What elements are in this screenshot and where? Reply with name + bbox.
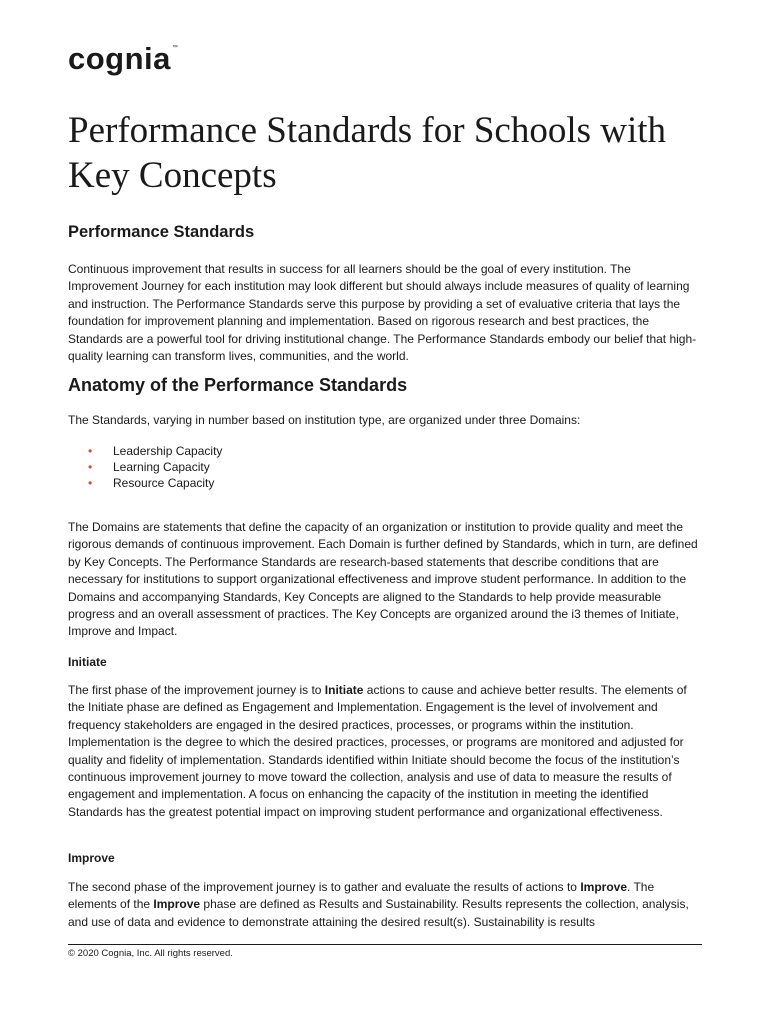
anatomy-intro-paragraph: The Standards, varying in number based on institution type, are organized under three Domains:	[68, 413, 581, 427]
improve-paragraph	[68, 879, 702, 931]
performance-standards-paragraph: Continuous improvement that results in success for all learners should be the goal of every institution. The Improvement Journey for each institution may look different but should always include measures of quality of learning and instruction. The Performance Standards serve this purpose by providing a set of evaluative criteria that lays the foundation for improvement planning and implementation. Based on rigorous research and best practices, the Standards are a powerful tool for driving institutional change. The Performance Standards embody our belief that high-quality learning can transform lives, communities, and the world.	[68, 262, 697, 364]
improve-bold-term: Improve	[580, 880, 627, 894]
domains-paragraph: The Domains are statements that define the capacity of an organization or institution to provide quality and meet the rigorous demands of continuous improvement. Each Domain is further defined by Standards, which in turn, are defined by Key Concepts. The Performance Standards are research-based statements that describe conditions that are necessary for institutions to support organizational effectiveness and improve student performance. In addition to the Domains and accompanying Standards, Key Concepts are aligned to the Standards to help provide measurable progress and an overall assessment of practices. The Key Concepts are organized around the i3 themes of Initiate, Improve and Impact.	[68, 520, 698, 639]
improve-text-rest: phase are defined as Results and Sustainability. Results represents the collection, analysis, and use of data and evidence to demonstrate attaining the desired result(s). Sustainability is results	[68, 897, 689, 929]
cognia-logo	[68, 43, 178, 74]
footer-divider	[68, 944, 702, 945]
domain-label: Resource Capacity	[113, 476, 215, 490]
bullet-icon: •	[88, 460, 93, 474]
section-heading-performance-standards: Performance Standards	[68, 223, 255, 241]
domains-list	[88, 443, 222, 491]
subheading-improve: Improve	[68, 851, 115, 865]
list-item	[88, 459, 222, 475]
initiate-text-rest: actions to cause and achieve better results. The elements of the Initiate phase are defined as Engagement and Implementation. Engagement is the level of involvement and frequency stakeholders are engaged in the desired practices, processes, or programs within the institution. Implementation is the degree to which the desired practices, processes, or programs are monitored and adjusted for quality and fidelity of implementation. Standards identified within Initiate should become the focus of the institution’s continuous improvement journey to move toward the collection, analysis and use of data to measure the results of engagement and implementation. A focus on enhancing the capacity of the institution in meeting the identified Standards has the greatest potential impact on improving student performance and organizational effectiveness.	[68, 683, 687, 819]
improve-text-lead: The second phase of the improvement journey is to gather and evaluate the results of actions to	[68, 880, 581, 894]
subheading-initiate: Initiate	[68, 655, 107, 669]
trademark-mark: ™	[171, 45, 179, 51]
initiate-bold-term: Initiate	[324, 683, 364, 697]
initiate-text-lead: The first phase of the improvement journey is to	[68, 683, 325, 697]
bullet-icon: •	[88, 444, 93, 458]
bullet-icon: •	[88, 476, 93, 490]
list-item	[88, 443, 222, 459]
section-heading-anatomy: Anatomy of the Performance Standards	[68, 375, 408, 395]
improve-bold-term-2: Improve	[153, 897, 201, 912]
domain-label: Learning Capacity	[113, 460, 210, 474]
initiate-paragraph	[68, 682, 702, 821]
logo-wordmark: cognia	[68, 41, 171, 76]
improve-text-mid: . The elements of the	[68, 880, 655, 912]
list-item	[88, 475, 222, 491]
document-title: Performance Standards for Schools with Key Concepts	[68, 110, 667, 196]
copyright-footer: © 2020 Cognia, Inc. All rights reserved.	[68, 948, 233, 959]
domain-label: Leadership Capacity	[113, 444, 223, 458]
